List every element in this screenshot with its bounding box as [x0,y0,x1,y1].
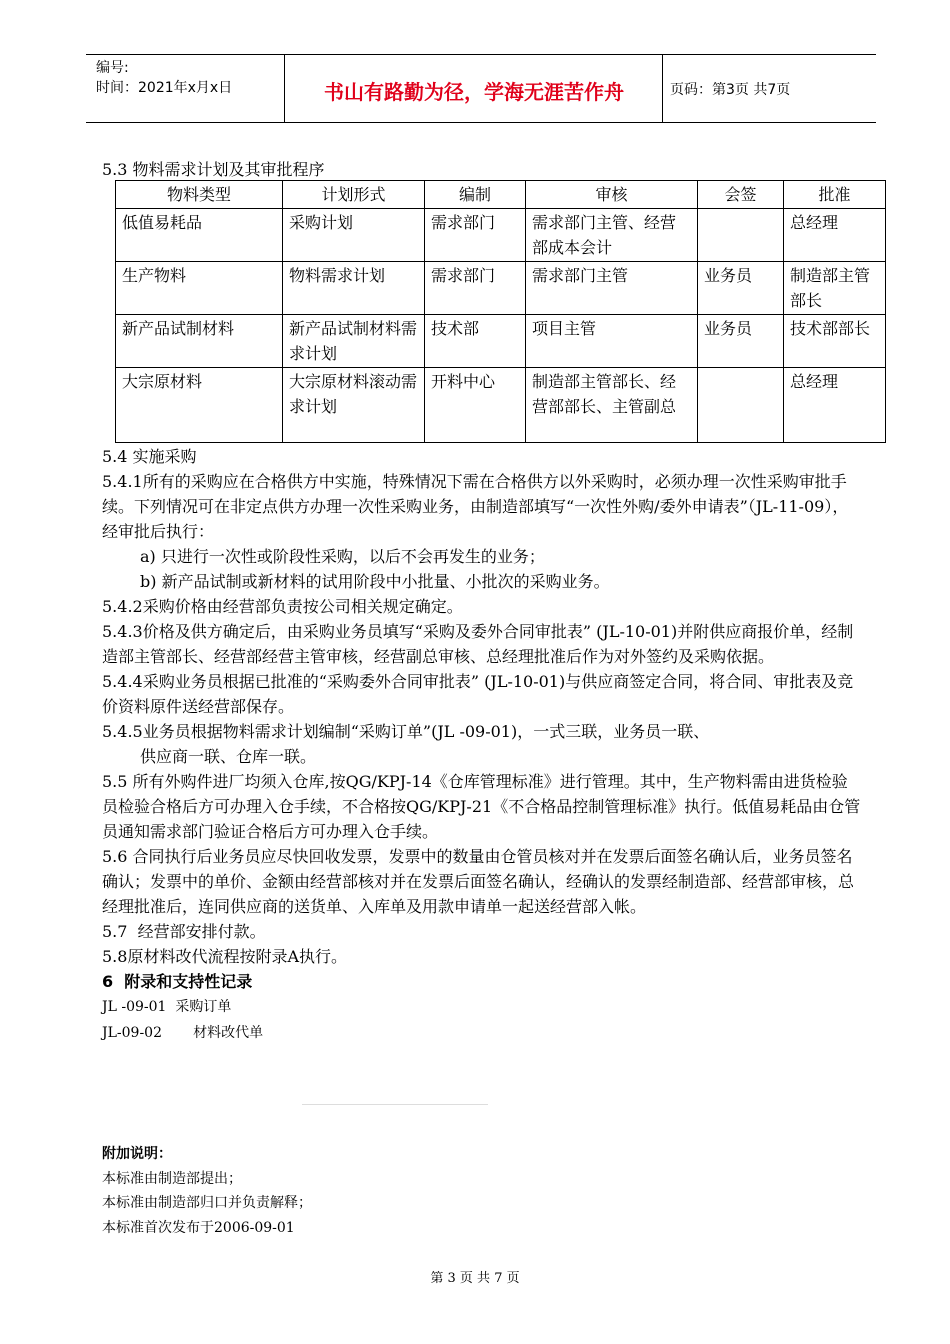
table-cell: 项目主管 [526,315,698,368]
body-content [102,444,862,1046]
paragraph-5-8: 5.8原材料改代流程按附录A执行。 [102,947,348,966]
table-cell: 技术部部长 [784,315,886,368]
paragraph-5-4-5: 5.4.5业务员根据物料需求计划编制“采购订单”(JL -09-01)，一式三联，业务员一联、 [102,722,710,741]
table-cell: 需求部门主管、经营部成本会计 [526,209,698,262]
table-row [116,209,886,262]
table-cell: 开料中心 [425,368,526,443]
table-cell [698,368,784,443]
col-header-countersign: 会签 [698,181,784,209]
header-page-info: 页码：第3页 共7页 [670,82,791,98]
page-footer: 第 3 页 共 7 页 [430,1271,520,1286]
notes-line: 本标准首次发布于2006-09-01 [102,1219,295,1236]
table-cell: 制造部主管部长、经营部部长、主管副总 [526,368,698,443]
col-header-review: 审核 [526,181,698,209]
notes-line: 本标准由制造部提出； [102,1170,242,1187]
section-5-4-title: 5.4 实施采购 [102,447,197,466]
header-meta [96,58,232,98]
table-cell: 总经理 [784,209,886,262]
paragraph-5-7: 5.7 经营部安排付款。 [102,922,266,941]
paragraph-5-4-2: 5.4.2采购价格由经营部负责按公司相关规定确定。 [102,597,463,616]
record-jl-09-01: JL -09-01 采购订单 [102,999,232,1015]
paragraph-5-6: 5.6 合同执行后业务员应尽快回收发票，发票中的数量由仓管员核对并在发票后面签名确认后，业务员签名确认；发票中的单价、金额由经营部核对并在发票后面签名确认，经确认的发票经制造部、经营部审核，总经理批准后，连同供应商的送货单、入库单及用款申请单一起送经营部入帐。 [102,847,855,916]
table-cell: 大宗原材料 [116,368,283,443]
notes-title: 附加说明： [102,1146,172,1162]
table-row [116,315,886,368]
table-row [116,262,886,315]
doc-number-label: 编号: [96,60,129,76]
table-cell: 需求部门 [425,262,526,315]
notes-line: 本标准由制造部归口并负责解释； [102,1195,312,1211]
paragraph-5-5: 5.5 所有外购件进厂均须入仓库,按QG/KPJ-14《仓库管理标准》进行管理。其中，生产物料需由进货检验员检验合格后方可办理入仓手续，不合格按QG/KPJ-21《不合格品控制管理标准》执行。低值易耗品由仓管员通知需求部门验证合格后方可办理入仓手续。 [102,772,861,841]
header-bottom-rule [86,122,876,123]
list-item-a: a) 只进行一次性或阶段性采购，以后不会再发生的业务； [140,547,545,566]
paragraph-5-4-4: 5.4.4采购业务员根据已批准的“采购委外合同审批表” (JL-10-01)与供应商签定合同，将合同、审批表及竞价资料原件送经营部保存。 [102,672,854,716]
table-cell [698,209,784,262]
paragraph-5-4-3: 5.4.3价格及供方确定后，由采购业务员填写“采购及委外合同审批表” (JL-10-01)并附供应商报价单，经制造部主管部长、经营部经营主管审核，经营副总审核、总经理批准后作为对外签约及采购依据。 [102,622,854,666]
header-motto: 书山有路勤为径，学海无涯苦作舟 [324,80,624,104]
table-cell: 物料需求计划 [283,262,425,315]
section-5-3-title: 5.3 物料需求计划及其审批程序 [102,160,325,179]
list-item-b: b) 新产品试制或新材料的试用阶段中小批量、小批次的采购业务。 [140,572,610,591]
col-header-approve: 批准 [784,181,886,209]
paragraph-5-4-1: 5.4.1所有的采购应在合格供方中实施，特殊情况下需在合格供方以外采购时，必须办理一次性采购审批手续。下列情况可在非定点供方办理一次性采购业务，由制造部填写“一次性外购/委外申请表”（JL-11-09），经审批后执行： [102,472,849,541]
col-header-plan-form: 计划形式 [283,181,425,209]
material-plan-table [115,180,886,443]
table-cell: 业务员 [698,315,784,368]
table-cell: 生产物料 [116,262,283,315]
paragraph-5-4-5-cont: 供应商一联、仓库一联。 [140,747,317,766]
additional-notes [102,1142,862,1240]
separator-line [302,1104,488,1105]
table-cell: 采购计划 [283,209,425,262]
table-cell: 制造部主管部长 [784,262,886,315]
header-divider-left [284,54,285,122]
record-jl-09-02: JL-09-02 材料改代单 [102,1025,264,1041]
doc-time-label: 时间：2021年x月x日 [96,80,233,96]
table-cell: 新产品试制材料 [116,315,283,368]
table-cell: 总经理 [784,368,886,443]
table-cell: 大宗原材料滚动需求计划 [283,368,425,443]
col-header-material-type: 物料类型 [116,181,283,209]
col-header-compile: 编制 [425,181,526,209]
table-header-row [116,181,886,209]
header-divider-right [662,54,663,122]
table-cell: 需求部门主管 [526,262,698,315]
table-cell: 技术部 [425,315,526,368]
header-top-rule [86,54,876,55]
table-row [116,368,886,443]
table-cell: 低值易耗品 [116,209,283,262]
table-cell: 业务员 [698,262,784,315]
table-cell: 需求部门 [425,209,526,262]
table-cell: 新产品试制材料需求计划 [283,315,425,368]
section-6-title: 6 附录和支持性记录 [102,972,253,991]
